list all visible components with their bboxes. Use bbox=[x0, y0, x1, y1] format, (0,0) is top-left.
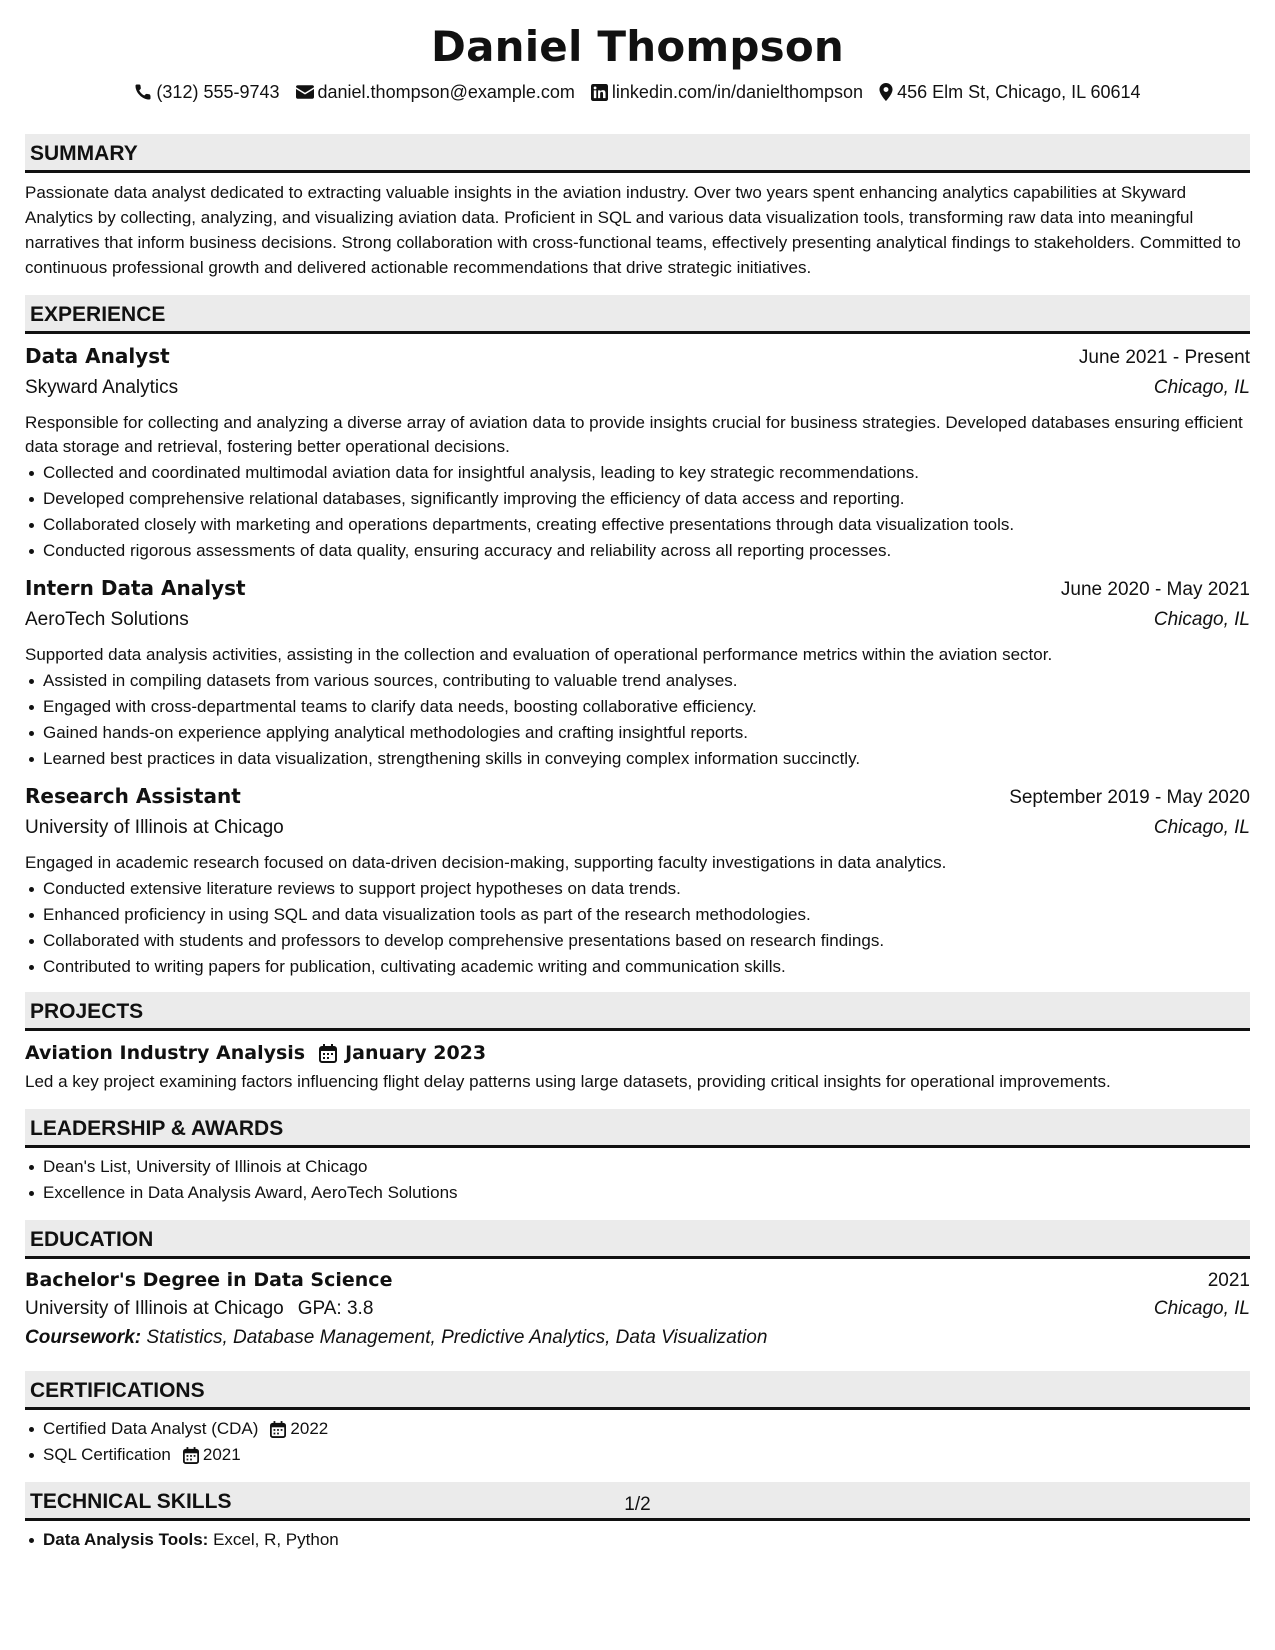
job-entry bbox=[25, 572, 1250, 772]
list-item: Developed comprehensive relational databases, significantly improving the efficiency of data access and reporting. bbox=[25, 486, 1250, 512]
list-item: Excellence in Data Analysis Award, AeroTech Solutions bbox=[25, 1180, 1250, 1206]
calendar-icon bbox=[183, 1447, 199, 1464]
job-title: Intern Data Analyst bbox=[25, 576, 246, 600]
job-description: Supported data analysis activities, assisting in the collection and evaluation of operational performance metrics within the aviation sector. bbox=[25, 645, 1053, 664]
education-school: University of Illinois at Chicago bbox=[25, 1298, 284, 1319]
section-heading-summary: SUMMARY bbox=[25, 134, 1250, 173]
job-entry bbox=[25, 340, 1250, 564]
contact-bar bbox=[25, 80, 1250, 104]
job-entry bbox=[25, 780, 1250, 980]
list-item bbox=[25, 1442, 1250, 1468]
education-degree-row bbox=[25, 1265, 1250, 1295]
email-text[interactable]: daniel.thompson@example.com bbox=[317, 81, 575, 102]
skills-list bbox=[25, 1527, 1250, 1553]
job-company: Skyward Analytics bbox=[25, 377, 179, 398]
job-bullets bbox=[25, 876, 1250, 980]
resume-page bbox=[25, 0, 1250, 1553]
job-description: Engaged in academic research focused on data-driven decision-making, supporting faculty investigations in data analytics. bbox=[25, 853, 947, 872]
job-dates: June 2020 - May 2021 bbox=[1060, 579, 1250, 600]
certification-name: Certified Data Analyst (CDA) bbox=[43, 1419, 259, 1438]
job-company-row bbox=[25, 812, 1250, 844]
certification-name: SQL Certification bbox=[43, 1445, 171, 1464]
page-number: 1/2 bbox=[624, 1494, 651, 1515]
list-item: Collected and coordinated multimodal aviation data for insightful analysis, leading to key strategic recommendations. bbox=[25, 460, 1250, 486]
education-year: 2021 bbox=[1207, 1270, 1250, 1291]
contact-phone bbox=[134, 82, 279, 103]
calendar-icon bbox=[270, 1421, 286, 1438]
list-item: Learned best practices in data visualization, strengthening skills in conveying complex information succinctly. bbox=[25, 746, 1250, 772]
list-item: Collaborated with students and professors to develop comprehensive presentations based on research findings. bbox=[25, 928, 1250, 954]
education-school-group bbox=[25, 1295, 373, 1323]
map-marker-icon bbox=[879, 83, 893, 101]
job-location: Chicago, IL bbox=[1153, 609, 1250, 630]
job-header-row bbox=[25, 780, 1250, 812]
job-bullets bbox=[25, 460, 1250, 564]
education-coursework bbox=[25, 1323, 1250, 1353]
section-heading-projects: PROJECTS bbox=[25, 992, 1250, 1031]
certification-date bbox=[183, 1442, 241, 1468]
list-item: Gained hands-on experience applying analytical methodologies and crafting insightful reports. bbox=[25, 720, 1250, 746]
job-dates: September 2019 - May 2020 bbox=[1009, 787, 1250, 808]
education-degree: Bachelor's Degree in Data Science bbox=[25, 1269, 393, 1291]
job-company-row bbox=[25, 372, 1250, 404]
linkedin-icon bbox=[591, 84, 608, 101]
project-date bbox=[319, 1042, 486, 1064]
awards-list bbox=[25, 1154, 1250, 1206]
job-location: Chicago, IL bbox=[1153, 377, 1250, 398]
section-heading-education: EDUCATION bbox=[25, 1220, 1250, 1259]
phone-icon bbox=[134, 83, 152, 101]
certification-date bbox=[270, 1416, 328, 1442]
address-text: 456 Elm St, Chicago, IL 60614 bbox=[897, 81, 1141, 102]
contact-email[interactable] bbox=[296, 82, 575, 103]
certification-year: 2022 bbox=[290, 1419, 329, 1438]
job-company-row bbox=[25, 604, 1250, 636]
certification-item bbox=[43, 1442, 1250, 1468]
certification-item bbox=[43, 1416, 1250, 1442]
list-item: Assisted in compiling datasets from various sources, contributing to valuable trend analyses. bbox=[25, 668, 1250, 694]
skill-label: Data Analysis Tools: bbox=[43, 1530, 209, 1549]
job-title: Research Assistant bbox=[25, 784, 241, 808]
section-heading-skills: TECHNICAL SKILLS bbox=[25, 1482, 1250, 1521]
section-heading-experience: EXPERIENCE bbox=[25, 295, 1250, 334]
list-item bbox=[25, 1416, 1250, 1442]
job-location: Chicago, IL bbox=[1153, 817, 1250, 838]
list-item: Collaborated closely with marketing and operations departments, creating effective presentations through data visualization tools. bbox=[25, 512, 1250, 538]
job-bullets bbox=[25, 668, 1250, 772]
list-item: Contributed to writing papers for publication, cultivating academic writing and communication skills. bbox=[25, 954, 1250, 980]
summary-text: Passionate data analyst dedicated to extracting valuable insights in the aviation industry. Over two years spent enhancing analytics capabilities at Skyward Analytics by collecting, analyzing, and visualizing aviation data. Proficient in SQL and various data visualization tools, transforming raw data into meaningful narratives that inform business decisions. Strong collaboration with cross-functional teams, effectively presenting analytical findings to stakeholders. Committed to continuous professional growth and delivered actionable recommendations that drive strategic initiatives. bbox=[25, 183, 1241, 277]
calendar-icon bbox=[319, 1044, 337, 1063]
education-school-row bbox=[25, 1295, 1250, 1323]
contact-linkedin[interactable] bbox=[591, 82, 863, 103]
project-description: Led a key project examining factors influencing flight delay patterns using large datasets, providing critical insights for operational improvements. bbox=[25, 1072, 1111, 1091]
job-company: University of Illinois at Chicago bbox=[25, 817, 284, 838]
list-item: Conducted extensive literature reviews to support project hypotheses on data trends. bbox=[25, 876, 1250, 902]
certification-year: 2021 bbox=[202, 1445, 241, 1464]
job-header-row bbox=[25, 572, 1250, 604]
coursework-label: Coursework: bbox=[25, 1327, 142, 1348]
candidate-name: Daniel Thompson bbox=[431, 22, 844, 71]
list-item: Engaged with cross-departmental teams to clarify data needs, boosting collaborative efficiency. bbox=[25, 694, 1250, 720]
list-item: Dean's List, University of Illinois at Chicago bbox=[25, 1154, 1250, 1180]
envelope-icon bbox=[296, 85, 314, 99]
list-item bbox=[25, 1527, 1250, 1553]
section-heading-certifications: CERTIFICATIONS bbox=[25, 1371, 1250, 1410]
skill-value: Excel, R, Python bbox=[213, 1530, 339, 1549]
phone-text: (312) 555-9743 bbox=[156, 81, 280, 102]
project-date-text: January 2023 bbox=[345, 1042, 487, 1064]
education-gpa: GPA: 3.8 bbox=[297, 1298, 374, 1319]
list-item: Enhanced proficiency in using SQL and data visualization tools as part of the research methodologies. bbox=[25, 902, 1250, 928]
job-title: Data Analyst bbox=[25, 344, 170, 368]
job-header-row bbox=[25, 340, 1250, 372]
job-company: AeroTech Solutions bbox=[25, 609, 189, 630]
contact-address bbox=[879, 82, 1140, 103]
education-location: Chicago, IL bbox=[1153, 1298, 1250, 1319]
project-name: Aviation Industry Analysis bbox=[25, 1042, 306, 1064]
job-dates: June 2021 - Present bbox=[1078, 347, 1250, 368]
list-item: Conducted rigorous assessments of data quality, ensuring accuracy and reliability across all reporting processes. bbox=[25, 538, 1250, 564]
project-header-row bbox=[25, 1039, 1250, 1067]
section-heading-awards: LEADERSHIP & AWARDS bbox=[25, 1109, 1250, 1148]
certifications-list bbox=[25, 1416, 1250, 1468]
education-entry bbox=[25, 1265, 1250, 1353]
linkedin-text[interactable]: linkedin.com/in/danielthompson bbox=[611, 81, 864, 102]
coursework-list: Statistics, Database Management, Predictive Analytics, Data Visualization bbox=[146, 1327, 768, 1348]
job-description: Responsible for collecting and analyzing a diverse array of aviation data to provide insights crucial for business strategies. Developed databases ensuring efficient data storage and retrieval, fostering better operational decisions. bbox=[25, 413, 1243, 456]
